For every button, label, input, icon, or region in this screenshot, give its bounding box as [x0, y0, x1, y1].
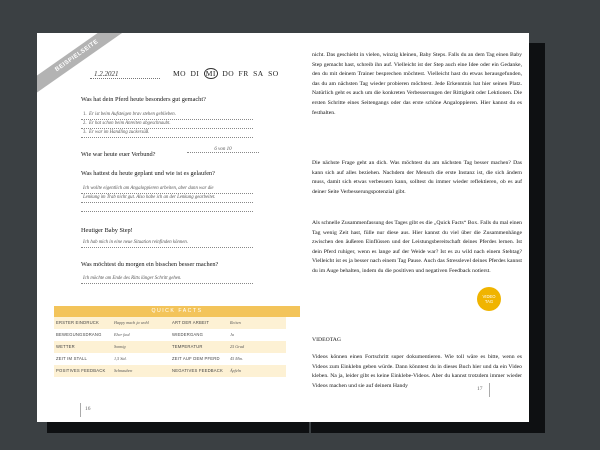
weekday-mi-selected[interactable]: MI [205, 69, 216, 78]
section-heading: VIDEOTAG [312, 337, 341, 343]
quick-facts-row [54, 329, 300, 341]
question-1: Was hat dein Pferd heute besonders gut gemacht? [81, 96, 206, 103]
answer-line[interactable]: 2. Er hat schon beim Anreiten abgeschnaubt. [81, 120, 253, 129]
sample-page-ribbon: BEISPIELSEITE [37, 33, 125, 93]
answer-line[interactable]: Lenkung im Trab nicht gut. Also habe ich an der Lenkung gearbeitet. [81, 194, 253, 203]
weekday-di[interactable]: DI [190, 69, 200, 78]
fact-label: NEGATIVES FEEDBACK [170, 365, 228, 377]
page-number: 17 [477, 386, 483, 392]
badge-line: TAG [484, 299, 494, 304]
answer-line[interactable]: 1. Er ist beim Aufsteigen brav stehen geblieben. [81, 111, 253, 120]
question-3: Was hattest du heute geplant und wie ist es gelaufen? [81, 170, 215, 177]
date-field[interactable]: 1.2.2021 [90, 70, 160, 79]
page-number-rule [489, 383, 490, 397]
body-paragraph: Videos können einen Fortschritt super dokumentieren. Wie toll wäre es bitte, wenn es Videos zum Einklebn geben würde. Dann könntest du in dieses Buch hier und da ein Video kleben. Na ja, leider gibt es keine Einklebe-Videos. Aber du kannst trotzdem immer wieder Videos machen und sie auf deinem Handy [312, 354, 522, 389]
page-number-rule [80, 403, 81, 417]
fact-value[interactable]: Ja [228, 329, 286, 341]
quick-facts-title: QUICK FACTS [54, 306, 300, 317]
body-paragraph: Die nächste Frage geht an dich. Was möchtest du am nächsten Tag besser machen? Das kann sich auf alles beziehen. Nachdem der Mensch die erste Instanz ist, die sich ändern muss, damit sich etwas verbessern kann, solltest du immer wieder reflektieren, ob es auf deiner Seite Verbesserungspotenzial gibt. [312, 160, 522, 195]
fact-value[interactable]: Sonnig [112, 341, 170, 353]
fact-value[interactable]: Äpfeln [228, 365, 286, 377]
fact-value[interactable]: Schnauben [112, 365, 170, 377]
body-paragraph: nicht. Das geschieht in vielen, winzig kleinen, Baby Steps. Falls du an dem Tag einen Baby Step gemacht hast, schreib ihn auf. Vielleicht ist der Step auch eine Idee oder ein Gedanke, den du mit deinem Trainer besprechen möchtest. Vielleicht hast du etwas herausgefunden, das du am nächsten Tag wieder probieren möchtest. Jede Erkenntnis hat hier seinen Platz. Natürlich geht es auch um die konkreten Verbesserungen der Rittigkeit oder Lektionen. Die ersten Schritte eines Seitengangs oder das erste schöne Angaloppieren. Hier kannst du es festhalten. [312, 52, 522, 116]
fact-value[interactable]: 1,5 Std. [112, 353, 170, 365]
fact-value[interactable]: Eher faul [112, 329, 170, 341]
left-page [37, 33, 301, 422]
fact-value[interactable]: 45 Min. [228, 353, 286, 365]
answer-line[interactable]: 3. Er war im Handling zuckersüß. [81, 129, 253, 138]
fact-label: ART DER ARBEIT [170, 317, 228, 329]
fact-value[interactable]: Happy mach ja wohl [112, 317, 170, 329]
weekday-mo[interactable]: MO [173, 69, 187, 78]
quick-facts-box [54, 306, 300, 377]
answer-line[interactable] [81, 203, 253, 212]
fact-label: ZEIT IM STALL [54, 353, 112, 365]
fact-label: TEMPERATUR [170, 341, 228, 353]
bond-score-field[interactable]: 6 von 10 [187, 147, 259, 153]
badge-line: VIDEO [482, 294, 496, 299]
weekday-do[interactable]: DO [222, 69, 235, 78]
quick-facts-row [54, 341, 300, 353]
weekday-selector [173, 68, 281, 79]
question-5: Was möchtest du morgen ein bisschen besser machen? [81, 261, 219, 268]
question-5-answer [81, 275, 253, 284]
quick-facts-row [54, 365, 300, 377]
question-3-answers [81, 185, 253, 212]
question-2: Wie war heute euer Verbund? [81, 151, 156, 158]
question-1-answers [81, 111, 253, 138]
page-number: 16 [85, 406, 91, 412]
weekday-fr[interactable]: FR [238, 69, 249, 78]
fact-value[interactable]: Reiten [228, 317, 286, 329]
quick-facts-row [54, 353, 300, 365]
fact-label: WIEDERGANG [170, 329, 228, 341]
fact-label: WETTER [54, 341, 112, 353]
right-page [301, 33, 529, 422]
quick-facts-rows [54, 317, 300, 377]
fact-label: BEWEGUNGSDRANG [54, 329, 112, 341]
weekday-so[interactable]: SO [268, 69, 279, 78]
question-4: Heutiger Baby Step! [81, 227, 133, 234]
quick-facts-row [54, 317, 300, 329]
date-row [90, 70, 160, 79]
fact-label: POSITIVES FEEDBACK [54, 365, 112, 377]
video-tag-badge [477, 287, 501, 311]
fact-value[interactable]: 25 Grad [228, 341, 286, 353]
answer-line[interactable]: Ich wollte eigentlich am Angaloppieren arbeiten, aber dann war die [81, 185, 253, 194]
body-paragraph: Als schnelle Zusammenfassung des Tages gibt es die „Quick Facts“ Box. Falls du mal einen Tag wenig Zeit hast, fülle nur diese aus. Hier kannst du viel über die Zusammenhänge zwischen den äußeren Einflüssen und der Leistungsbereitschaft deines Pferdes lernen. Ist dein Pferd ruhiger, wenn es lange auf der Weide war? Ist es zu wild nach einem Stehtag? Vielleicht ist es ja besser nach einem Tag Pause. Auch das Stresslevel deines Pferdes kannst du im Auge behalten, indem du die positiven und negativen Feedback notierst. [312, 220, 522, 274]
question-4-answer [81, 239, 253, 248]
fact-label: ERSTER EINDRUCK [54, 317, 112, 329]
weekday-sa[interactable]: SA [253, 69, 264, 78]
answer-line[interactable]: Ich hab mich in eine neue Situation reinfinden können. [81, 239, 253, 248]
answer-line[interactable]: Ich möchte am Ende des Ritts länger Schritt gehen. [81, 275, 253, 284]
fact-label: ZEIT AUF DEM PFERD [170, 353, 228, 365]
